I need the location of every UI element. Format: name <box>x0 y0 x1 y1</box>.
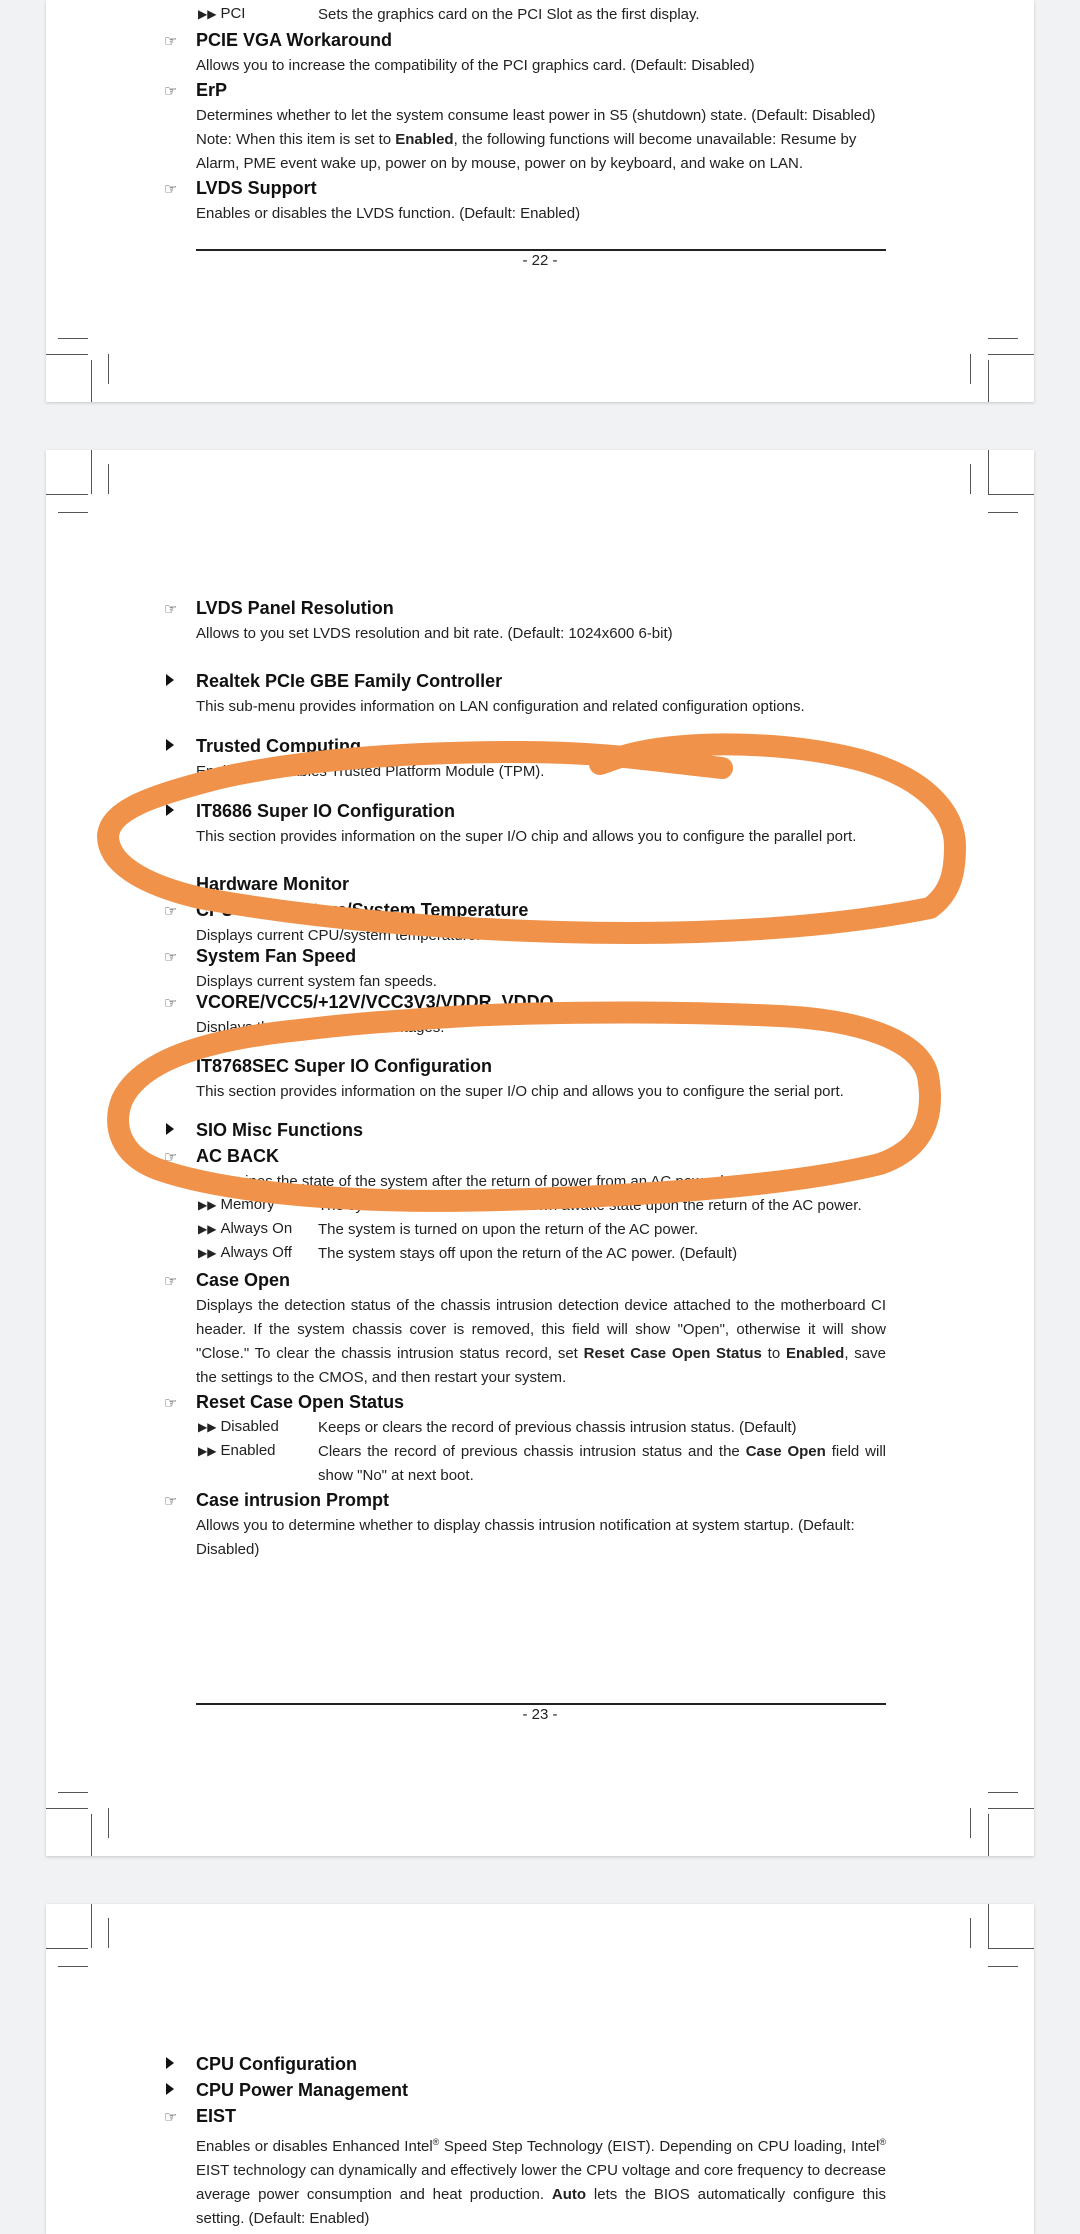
ac-back-desc: Determines the state of the system after the return of power from an AC power loss. <box>196 1173 752 1190</box>
section-voltages: ☞ VCORE/VCC5/+12V/VCC3V3/VDDR_VDDQ <box>164 992 554 1012</box>
pointing-hand-icon: ☞ <box>164 2109 178 2126</box>
trusted-computing-desc: Enables or disables Trusted Platform Module (TPM). <box>196 763 545 780</box>
section-lvds-panel-resolution: ☞ LVDS Panel Resolution <box>164 598 394 618</box>
submenu-cpu-configuration: CPU Configuration <box>196 2054 357 2075</box>
erp-desc: Determines whether to let the system consume least power in S5 (shutdown) state. (Default: Disabled) <box>196 107 876 124</box>
system-fan-speed-desc: Displays current system fan speeds. <box>196 973 437 990</box>
footer-rule <box>196 249 886 251</box>
crop-mark <box>970 464 971 494</box>
pcie-vga-desc: Allows you to increase the compatibility of the PCI graphics card. (Default: Disabled) <box>196 57 755 74</box>
section-eist: ☞ EIST <box>164 2106 237 2126</box>
submenu-it8768sec: IT8768SEC Super IO Configuration <box>196 1056 492 1077</box>
option-always-off-desc: The system stays off upon the return of the AC power. (Default) <box>318 1245 738 1262</box>
crop-mark <box>91 1814 92 1856</box>
it8768sec-desc: This section provides information on the super I/O chip and allows you to configure the serial port. <box>196 1083 844 1100</box>
section-case-open: ☞ Case Open <box>164 1270 291 1290</box>
voltages-desc: Displays the current system voltages. <box>196 1019 445 1036</box>
crop-mark <box>988 1904 989 1948</box>
submenu-triangle-icon <box>166 2083 174 2095</box>
manual-page-24 <box>46 1904 1034 2234</box>
crop-mark <box>988 354 1034 355</box>
option-enabled: ▶▶ Enabled <box>198 1442 276 1459</box>
section-ac-back: ☞ AC BACK <box>164 1146 279 1166</box>
cpu-temperature-desc: Displays current CPU/system temperature. <box>196 927 481 944</box>
section-reset-case-open: ☞ Reset Case Open Status <box>164 1392 405 1412</box>
crop-mark <box>58 512 88 513</box>
pointing-hand-icon: ☞ <box>164 33 178 50</box>
section-lvds-support: ☞ LVDS Support <box>164 178 317 198</box>
submenu-it8686: IT8686 Super IO Configuration <box>196 801 455 822</box>
crop-mark <box>108 1918 109 1948</box>
manual-page-23 <box>46 450 1034 1856</box>
double-arrow-icon: ▶▶ <box>198 1246 217 1260</box>
section-case-intrusion-prompt: ☞ Case intrusion Prompt <box>164 1490 390 1510</box>
option-memory-desc: The system returns to its last known awake state upon the return of the AC power. <box>318 1197 862 1214</box>
crop-mark <box>970 1808 971 1838</box>
crop-mark <box>988 338 1018 339</box>
it8686-desc: This section provides information on the super I/O chip and allows you to configure the parallel port. <box>196 828 857 845</box>
submenu-triangle-icon <box>166 804 174 816</box>
crop-mark <box>988 494 1034 495</box>
erp-note: Note: When this item is set to Enabled, the following functions will become unavailable: Resume by Alarm, PME event wake up, power on by mouse, power on by keyboard, and wake on LAN. <box>196 131 857 172</box>
page-number: - 22 - <box>522 252 558 269</box>
pointing-hand-icon: ☞ <box>164 1493 178 1510</box>
case-intrusion-prompt-desc: Allows you to determine whether to display chassis intrusion notification at system startup. (Default: Disabled) <box>196 1517 855 1558</box>
submenu-realtek: Realtek PCIe GBE Family Controller <box>196 671 502 692</box>
page-number: - 23 - <box>522 1706 558 1723</box>
submenu-triangle-icon <box>166 2057 174 2069</box>
crop-mark <box>108 354 109 384</box>
pointing-hand-icon: ☞ <box>164 601 178 618</box>
section-cpu-temperature: ☞ CPU Temperature/System Temperature <box>164 900 529 920</box>
option-pci-desc: Sets the graphics card on the PCI Slot as the first display. <box>318 6 700 23</box>
pointing-hand-icon: ☞ <box>164 181 178 198</box>
submenu-triangle-icon <box>166 739 174 751</box>
double-arrow-icon: ▶▶ <box>198 7 217 21</box>
crop-mark <box>91 450 92 494</box>
submenu-hardware-monitor: Hardware Monitor <box>196 874 349 895</box>
lvds-panel-resolution-desc: Allows to you set LVDS resolution and bit rate. (Default: 1024x600 6-bit) <box>196 625 673 642</box>
submenu-triangle-icon <box>166 1123 174 1135</box>
option-always-on: ▶▶ Always On <box>198 1220 293 1237</box>
crop-mark <box>91 360 92 402</box>
manual-page-22 <box>46 0 1034 402</box>
section-system-fan-speed: ☞ System Fan Speed <box>164 946 357 966</box>
crop-mark <box>988 1814 989 1856</box>
double-arrow-icon: ▶▶ <box>198 1444 217 1458</box>
option-disabled-desc: Keeps or clears the record of previous chassis intrusion status. (Default) <box>318 1419 797 1436</box>
crop-mark <box>58 1792 88 1793</box>
crop-mark <box>58 338 88 339</box>
pointing-hand-icon: ☞ <box>164 949 178 966</box>
crop-mark <box>988 512 1018 513</box>
case-open-desc: Displays the detection status of the chassis intrusion detection device attached to the motherboard CI header. If the system chassis cover is removed, this field will show "Open", otherwise it will show "Close." To clear the chassis intrusion status record, set Reset Case Open Status to Enabled, save the settings to the CMOS, and then restart your system. <box>196 1297 886 1386</box>
crop-mark <box>46 1808 88 1809</box>
realtek-desc: This sub-menu provides information on LAN configuration and related configuration options. <box>196 698 805 715</box>
option-memory: ▶▶ Memory <box>198 1196 275 1213</box>
submenu-triangle-icon <box>166 674 174 686</box>
double-arrow-icon: ▶▶ <box>198 1222 217 1236</box>
section-pcie-vga: ☞ PCIE VGA Workaround <box>164 30 393 50</box>
lvds-support-desc: Enables or disables the LVDS function. (Default: Enabled) <box>196 205 581 222</box>
crop-mark <box>988 360 989 402</box>
pointing-hand-icon: ☞ <box>164 903 178 920</box>
submenu-triangle-icon <box>166 877 174 889</box>
submenu-sio-misc: SIO Misc Functions <box>196 1120 363 1141</box>
crop-mark <box>46 494 88 495</box>
option-always-off: ▶▶ Always Off <box>198 1244 292 1261</box>
crop-mark <box>988 1792 1018 1793</box>
crop-mark <box>108 1808 109 1838</box>
crop-mark <box>988 1966 1018 1967</box>
pointing-hand-icon: ☞ <box>164 995 178 1012</box>
submenu-trusted-computing: Trusted Computing <box>196 736 361 757</box>
pointing-hand-icon: ☞ <box>164 83 178 100</box>
pointing-hand-icon: ☞ <box>164 1149 178 1166</box>
crop-mark <box>46 354 88 355</box>
pointing-hand-icon: ☞ <box>164 1273 178 1290</box>
crop-mark <box>58 1966 88 1967</box>
crop-mark <box>108 464 109 494</box>
pointing-hand-icon: ☞ <box>164 1395 178 1412</box>
footer-rule <box>196 1703 886 1705</box>
option-always-on-desc: The system is turned on upon the return of the AC power. <box>318 1221 699 1238</box>
option-enabled-desc: Clears the record of previous chassis intrusion status and the Case Open field will show "No" at next boot. <box>318 1443 886 1484</box>
crop-mark <box>988 450 989 494</box>
double-arrow-icon: ▶▶ <box>198 1198 217 1212</box>
crop-mark <box>988 1808 1034 1809</box>
crop-mark <box>46 1948 88 1949</box>
option-pci: ▶▶ PCI <box>198 5 246 22</box>
submenu-triangle-icon <box>166 1059 174 1071</box>
crop-mark <box>91 1904 92 1948</box>
option-disabled: ▶▶ Disabled <box>198 1418 279 1435</box>
section-erp: ☞ ErP <box>164 80 228 100</box>
crop-mark <box>970 354 971 384</box>
submenu-cpu-power-management: CPU Power Management <box>196 2080 408 2101</box>
double-arrow-icon: ▶▶ <box>198 1420 217 1434</box>
crop-mark <box>988 1948 1034 1949</box>
crop-mark <box>970 1918 971 1948</box>
eist-desc: Enables or disables Enhanced Intel® Speed Step Technology (EIST). Depending on CPU loading, Intel® EIST technology can dynamically and effectively lower the CPU voltage and core frequency to decrease average power consumption and heat production. Auto lets the BIOS automatically configure this setting. (Default: Enabled) <box>196 2137 886 2227</box>
